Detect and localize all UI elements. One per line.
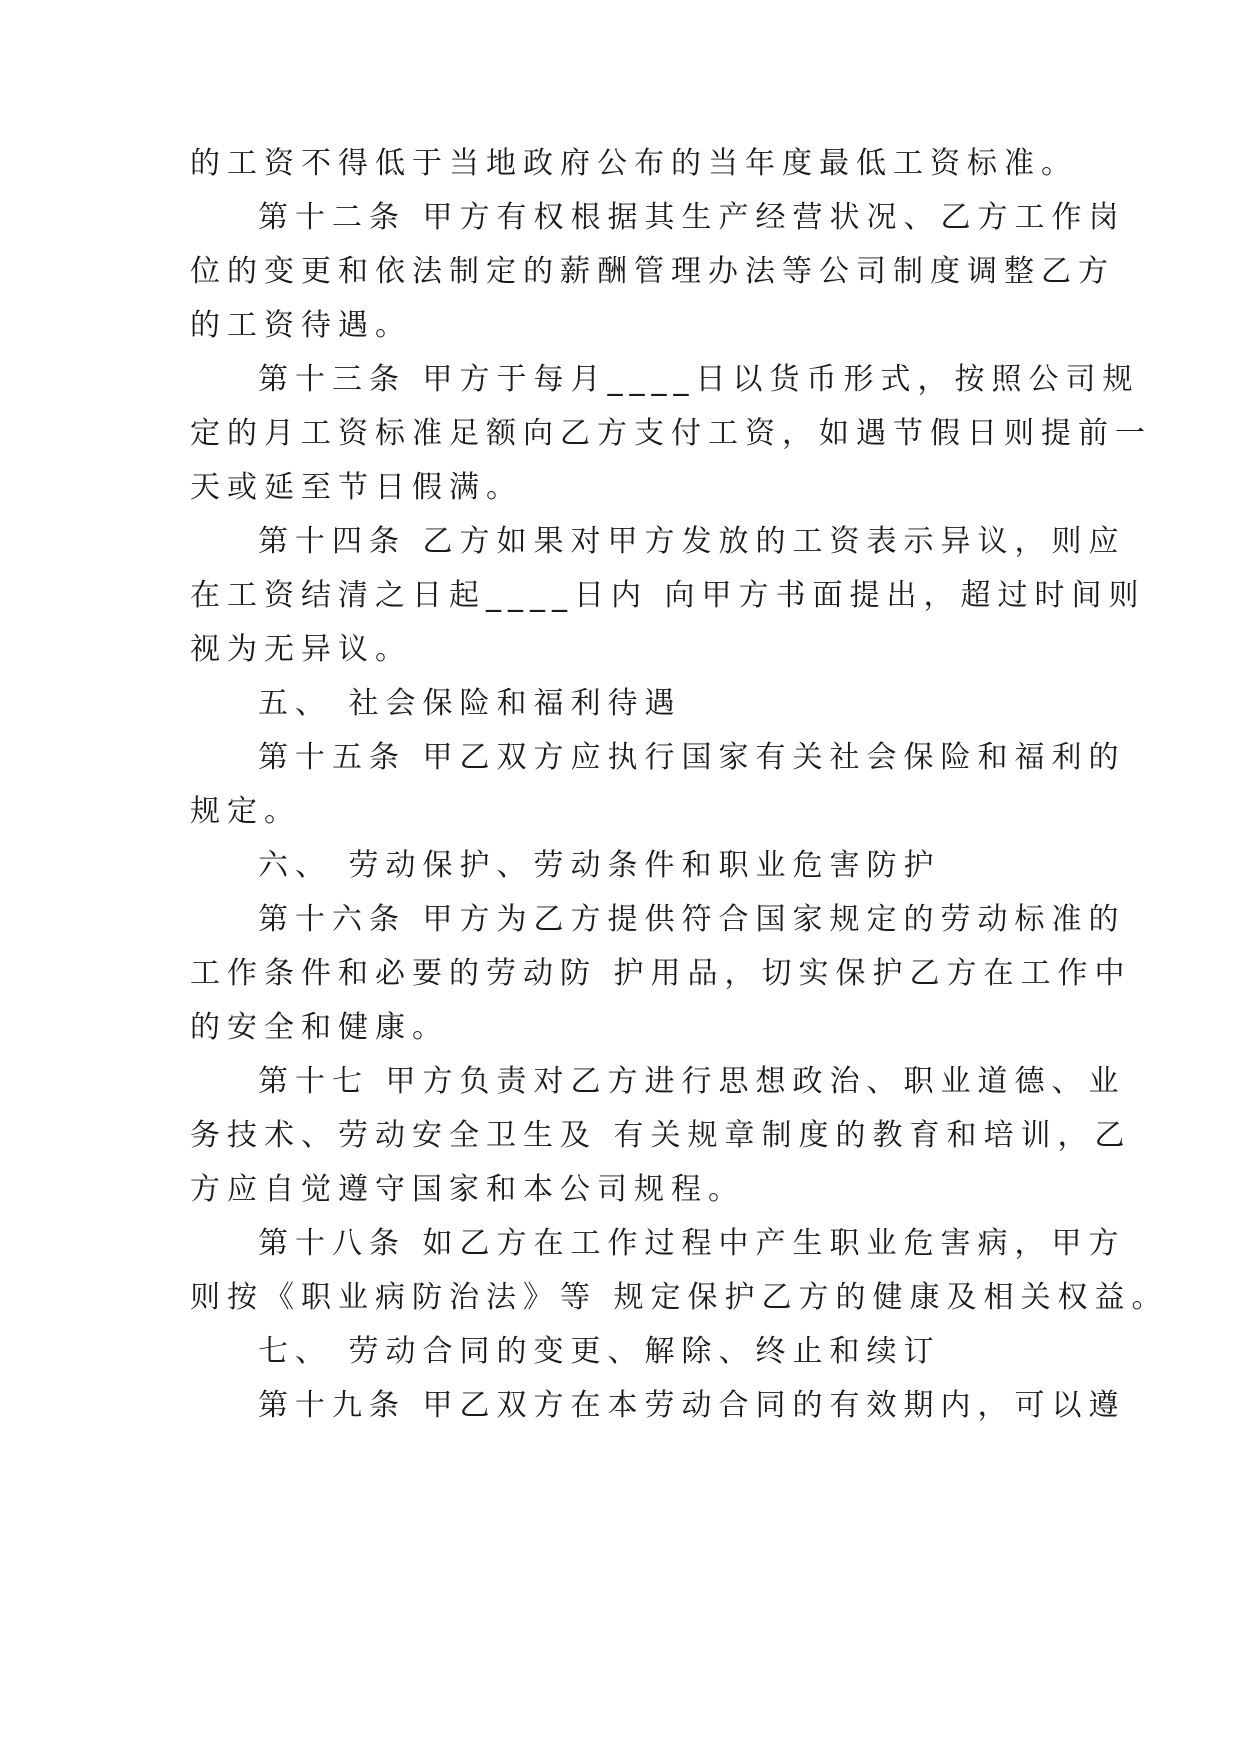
text-line: 务技术、劳动安全卫生及 有关规章制度的教育和培训，乙: [190, 1118, 1132, 1153]
text-line: 的工资待遇。: [190, 308, 412, 343]
clause-15-line: 第十五条 甲乙双方应执行国家有关社会保险和福利的: [258, 740, 1126, 775]
text-line: 的工资不得低于当地政府公布的当年度最低工资标准。: [190, 146, 1078, 181]
clause-14-line: 第十四条 乙方如果对甲方发放的工资表示异议，则应: [258, 524, 1126, 559]
text-line: 则按《职业病防治法》等 规定保护乙方的健康及相关权益。: [190, 1280, 1169, 1315]
text-line: 视为无异议。: [190, 632, 412, 667]
text-line: 规定。: [190, 794, 301, 829]
text-line: 的安全和健康。: [190, 1010, 449, 1045]
clause-13-line: 第十三条 甲方于每月____日以货币形式，按照公司规: [258, 362, 1140, 397]
section-heading-5: 五、 社会保险和福利待遇: [258, 686, 682, 721]
section-heading-6: 六、 劳动保护、劳动条件和职业危害防护: [258, 848, 941, 883]
clause-18-line: 第十八条 如乙方在工作过程中产生职业危害病，甲方: [258, 1226, 1126, 1261]
clause-19-line: 第十九条 甲乙双方在本劳动合同的有效期内，可以遵: [258, 1388, 1126, 1423]
text-line: 方应自觉遵守国家和本公司规程。: [190, 1172, 745, 1207]
text-line: 位的变更和依法制定的薪酬管理办法等公司制度调整乙方: [190, 254, 1115, 289]
text-line: 在工资结清之日起____日内 向甲方书面提出，超过时间则: [190, 578, 1146, 613]
section-heading-7: 七、 劳动合同的变更、解除、终止和续订: [258, 1334, 941, 1369]
clause-16-line: 第十六条 甲方为乙方提供符合国家规定的劳动标准的: [258, 902, 1126, 937]
text-line: 定的月工资标准足额向乙方支付工资，如遇节假日则提前一: [190, 416, 1152, 451]
clause-12-line: 第十二条 甲方有权根据其生产经营状况、乙方工作岗: [258, 200, 1126, 235]
text-line: 工作条件和必要的劳动防 护用品，切实保护乙方在工作中: [190, 956, 1132, 991]
text-line: 天或延至节日假满。: [190, 470, 523, 505]
clause-17-line: 第十七 甲方负责对乙方进行思想政治、职业道德、业: [258, 1064, 1126, 1099]
